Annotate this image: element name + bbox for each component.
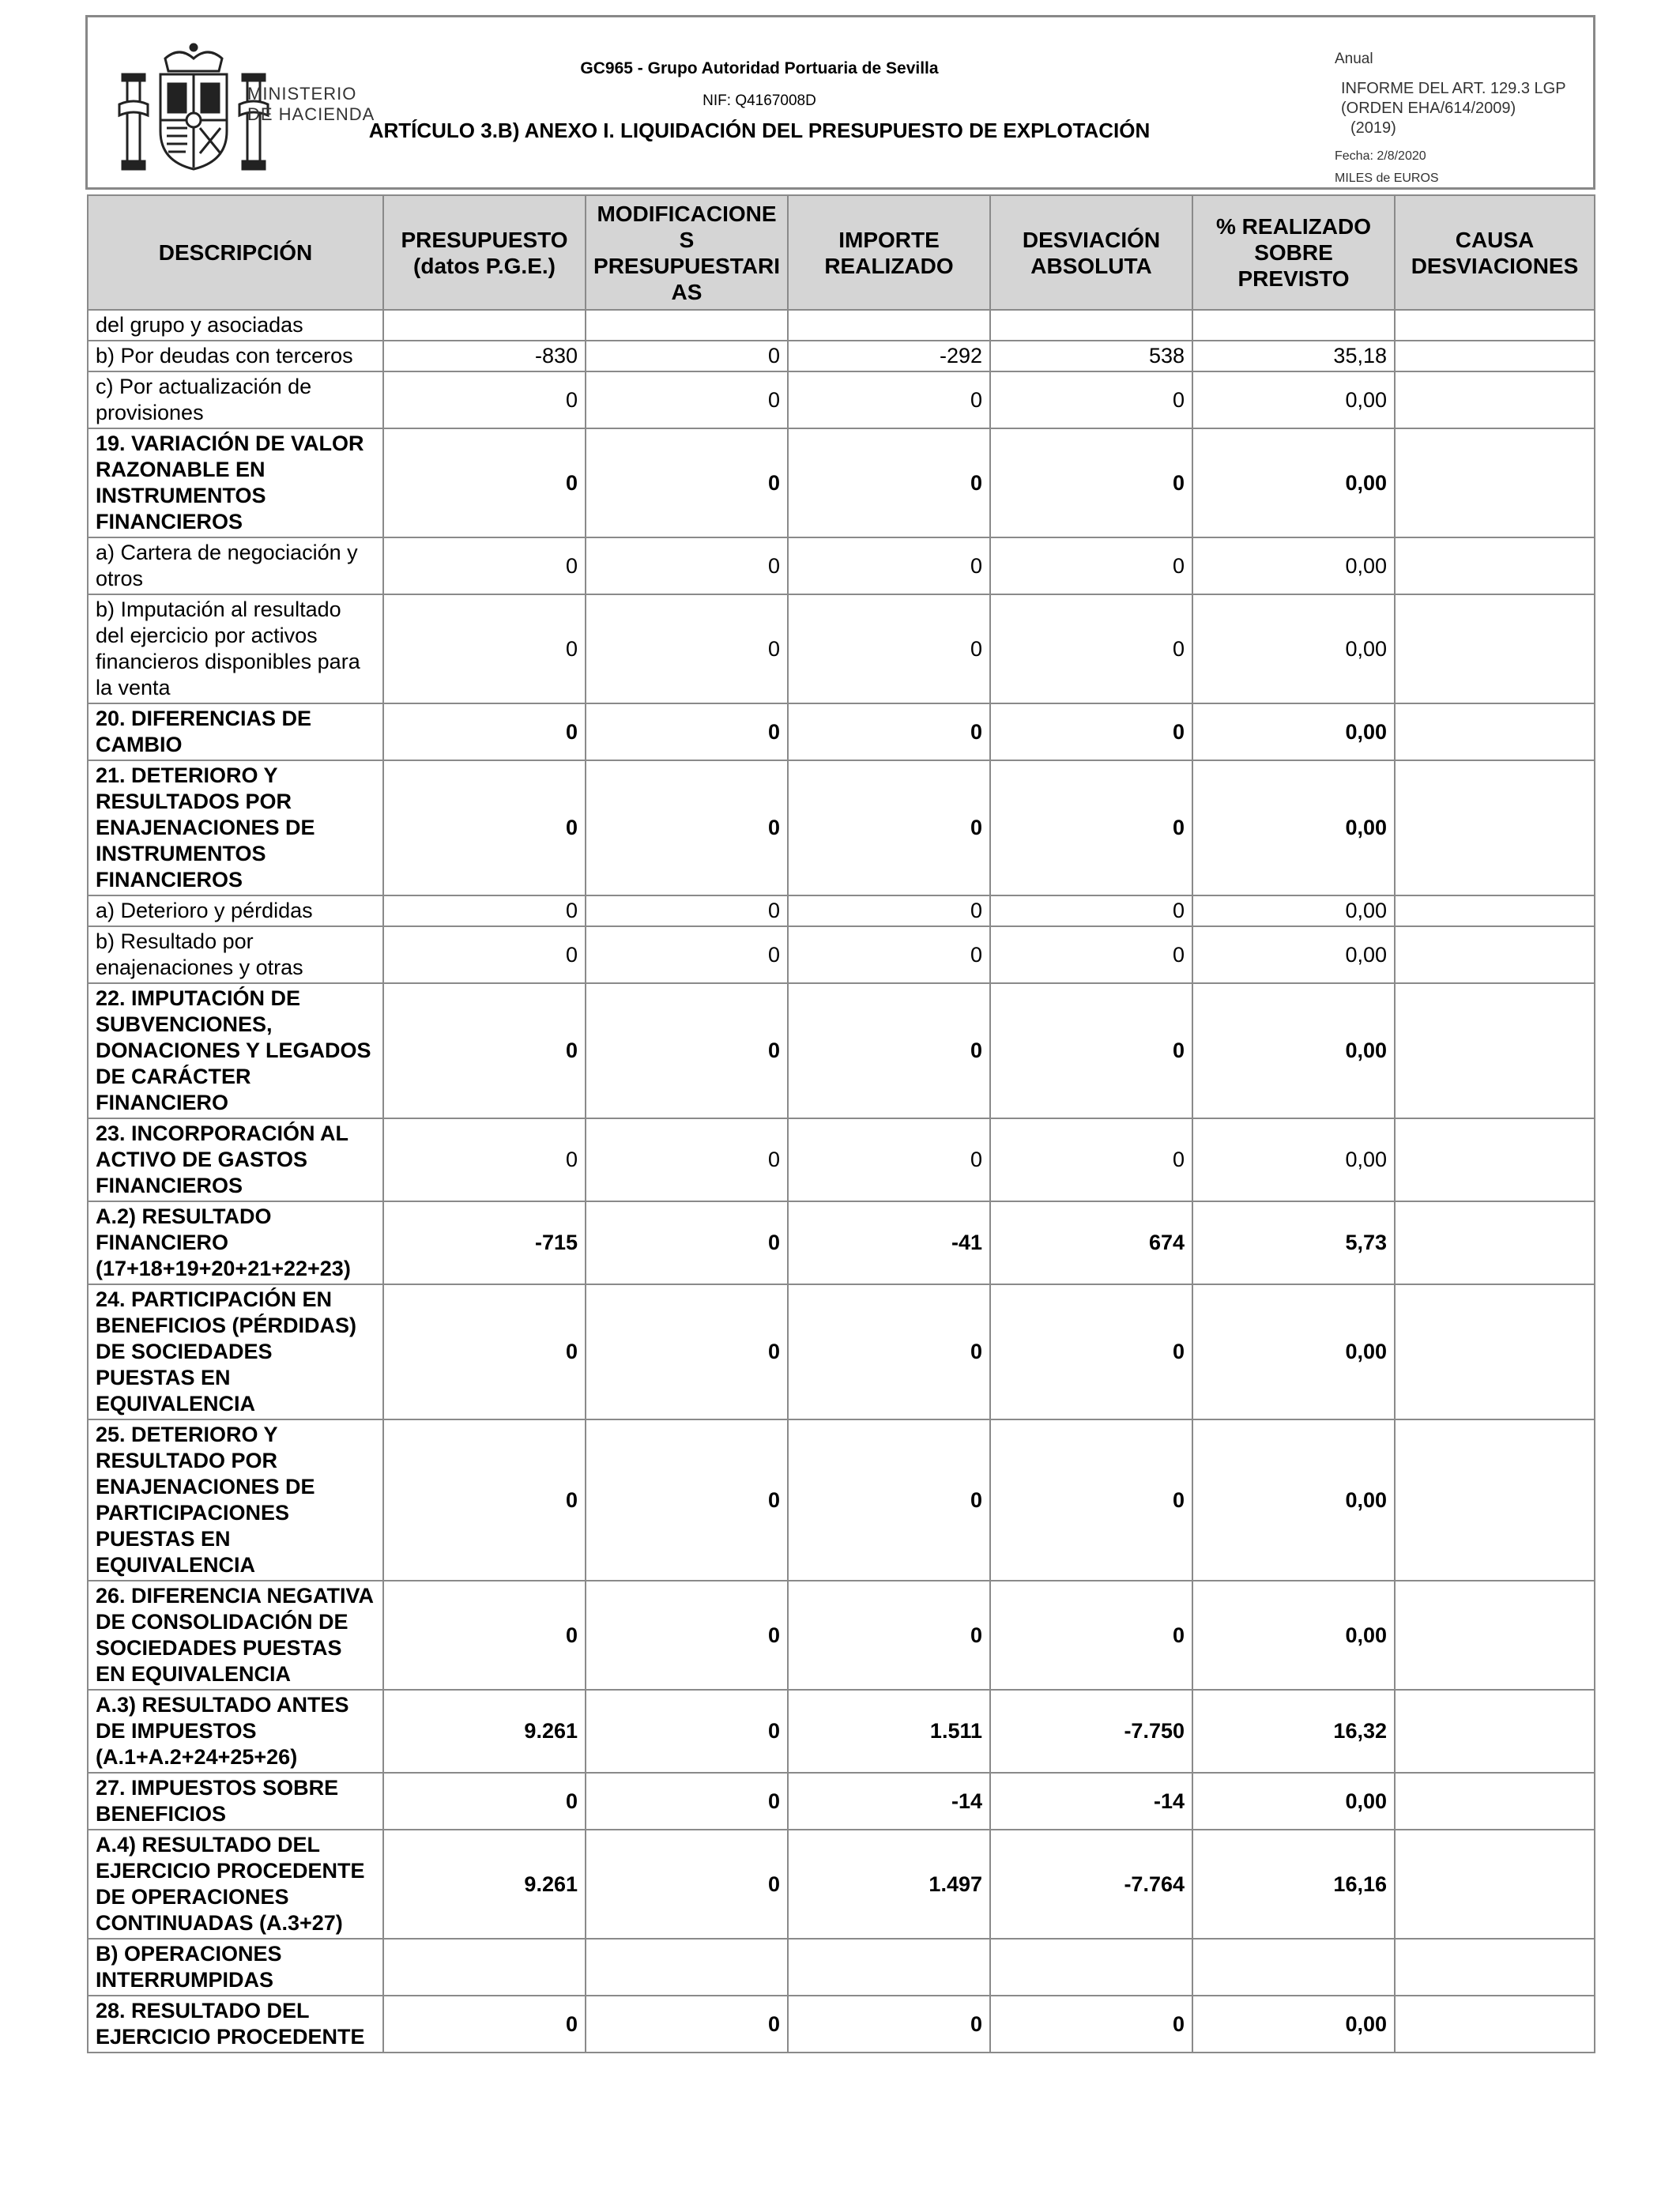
table-row: [88, 1419, 1595, 1581]
cell-importe: 0: [788, 1284, 990, 1419]
table-row: [88, 1118, 1595, 1201]
row-description: 25. DETERIORO Y RESULTADO POR ENAJENACIONES DE PARTICIPACIONES PUESTAS EN EQUIVALENCIA: [88, 1419, 383, 1581]
cell-realizado: 0,00: [1192, 1996, 1395, 2053]
cell-importe: 0: [788, 428, 990, 537]
column-header-modificaciones: MODIFICACIONE S PRESUPUESTARI AS: [586, 195, 788, 310]
cell-modificaciones: 0: [586, 1201, 788, 1284]
report-reference: [1341, 79, 1566, 138]
cell-desviacion: 0: [990, 926, 1192, 983]
article-title: ARTÍCULO 3.B) ANEXO I. LIQUIDACIÓN DEL PRESUPUESTO DE EXPLOTACIÓN: [368, 119, 1151, 142]
cell-modificaciones: 0: [586, 594, 788, 703]
column-header-presupuesto: PRESUPUESTO (datos P.G.E.): [383, 195, 586, 310]
cell-modificaciones: 0: [586, 341, 788, 371]
cell-importe: -292: [788, 341, 990, 371]
cell-importe: 0: [788, 1118, 990, 1201]
row-description: del grupo y asociadas: [88, 310, 383, 341]
cell-realizado: 0,00: [1192, 1118, 1395, 1201]
cell-presupuesto: 0: [383, 760, 586, 895]
cell-causa: [1395, 1939, 1595, 1996]
table-row: [88, 310, 1595, 341]
cell-causa: [1395, 983, 1595, 1118]
cell-realizado: 0,00: [1192, 1773, 1395, 1830]
cell-causa: [1395, 1118, 1595, 1201]
cell-causa: [1395, 1690, 1595, 1773]
row-description: c) Por actualización de provisiones: [88, 371, 383, 428]
cell-desviacion: 0: [990, 703, 1192, 760]
cell-causa: [1395, 760, 1595, 895]
cell-desviacion: -7.750: [990, 1690, 1192, 1773]
report-date: Fecha: 2/8/2020: [1335, 149, 1426, 163]
cell-realizado: 0,00: [1192, 703, 1395, 760]
row-description: 22. IMPUTACIÓN DE SUBVENCIONES, DONACIONES Y LEGADOS DE CARÁCTER FINANCIERO: [88, 983, 383, 1118]
row-description: 24. PARTICIPACIÓN EN BENEFICIOS (PÉRDIDAS) DE SOCIEDADES PUESTAS EN EQUIVALENCIA: [88, 1284, 383, 1419]
cell-desviacion: 0: [990, 1419, 1192, 1581]
cell-modificaciones: 0: [586, 1996, 788, 2053]
cell-modificaciones: [586, 1939, 788, 1996]
cell-presupuesto: [383, 1939, 586, 1996]
ministry-line-1: MINISTERIO: [247, 84, 357, 104]
cell-modificaciones: 0: [586, 1118, 788, 1201]
cell-presupuesto: 0: [383, 1118, 586, 1201]
cell-importe: 0: [788, 760, 990, 895]
cell-importe: 0: [788, 537, 990, 594]
report-header: [85, 15, 1595, 190]
cell-presupuesto: 0: [383, 371, 586, 428]
report-ref-line-3: (2019): [1350, 119, 1396, 137]
nif-label: NIF: Q4167008D: [703, 92, 816, 109]
row-description: 19. VARIACIÓN DE VALOR RAZONABLE EN INSTRUMENTOS FINANCIEROS: [88, 428, 383, 537]
cell-presupuesto: 0: [383, 895, 586, 926]
cell-modificaciones: 0: [586, 1419, 788, 1581]
row-description: 26. DIFERENCIA NEGATIVA DE CONSOLIDACIÓN DE SOCIEDADES PUESTAS EN EQUIVALENCIA: [88, 1581, 383, 1690]
group-title: GC965 - Grupo Autoridad Portuaria de Sevilla: [580, 59, 939, 77]
cell-presupuesto: 0: [383, 1581, 586, 1690]
column-header-descripcion: DESCRIPCIÓN: [88, 195, 383, 310]
cell-realizado: 16,32: [1192, 1690, 1395, 1773]
cell-importe: 1.511: [788, 1690, 990, 1773]
cell-presupuesto: 0: [383, 1996, 586, 2053]
cell-desviacion: 0: [990, 760, 1192, 895]
cell-realizado: 0,00: [1192, 926, 1395, 983]
table-row: [88, 926, 1595, 983]
cell-desviacion: 0: [990, 1996, 1192, 2053]
cell-causa: [1395, 428, 1595, 537]
column-header-causa: CAUSA DESVIACIONES: [1395, 195, 1595, 310]
row-description: A.2) RESULTADO FINANCIERO (17+18+19+20+21+22+23): [88, 1201, 383, 1284]
row-description: 27. IMPUESTOS SOBRE BENEFICIOS: [88, 1773, 383, 1830]
cell-realizado: 0,00: [1192, 594, 1395, 703]
table-row: [88, 1201, 1595, 1284]
cell-causa: [1395, 1419, 1595, 1581]
cell-presupuesto: -715: [383, 1201, 586, 1284]
table-row: [88, 1830, 1595, 1939]
cell-causa: [1395, 341, 1595, 371]
row-description: A.3) RESULTADO ANTES DE IMPUESTOS (A.1+A.2+24+25+26): [88, 1690, 383, 1773]
cell-desviacion: [990, 1939, 1192, 1996]
row-description: B) OPERACIONES INTERRUMPIDAS: [88, 1939, 383, 1996]
cell-desviacion: 0: [990, 895, 1192, 926]
cell-modificaciones: 0: [586, 983, 788, 1118]
budget-liquidation-table: [87, 194, 1595, 2053]
cell-realizado: [1192, 310, 1395, 341]
cell-presupuesto: 0: [383, 926, 586, 983]
cell-presupuesto: 0: [383, 1419, 586, 1581]
table-row: [88, 1690, 1595, 1773]
cell-realizado: 0,00: [1192, 537, 1395, 594]
cell-modificaciones: 0: [586, 760, 788, 895]
cell-importe: 0: [788, 1996, 990, 2053]
cell-modificaciones: 0: [586, 1284, 788, 1419]
table-row: [88, 703, 1595, 760]
cell-causa: [1395, 703, 1595, 760]
cell-causa: [1395, 1201, 1595, 1284]
units-label: MILES de EUROS: [1335, 172, 1439, 185]
cell-importe: [788, 1939, 990, 1996]
report-ref-line-1: INFORME DEL ART. 129.3 LGP: [1341, 80, 1566, 97]
cell-causa: [1395, 371, 1595, 428]
cell-desviacion: -14: [990, 1773, 1192, 1830]
cell-desviacion: 0: [990, 428, 1192, 537]
table-row: [88, 537, 1595, 594]
table-row: [88, 371, 1595, 428]
table-row: [88, 1996, 1595, 2053]
cell-realizado: 0,00: [1192, 428, 1395, 537]
cell-modificaciones: 0: [586, 1690, 788, 1773]
cell-modificaciones: 0: [586, 703, 788, 760]
cell-realizado: 16,16: [1192, 1830, 1395, 1939]
cell-realizado: 0,00: [1192, 371, 1395, 428]
cell-desviacion: 0: [990, 1581, 1192, 1690]
column-header-realizado: % REALIZADO SOBRE PREVISTO: [1192, 195, 1395, 310]
table-row: [88, 1581, 1595, 1690]
row-description: a) Deterioro y pérdidas: [88, 895, 383, 926]
cell-modificaciones: 0: [586, 1773, 788, 1830]
cell-desviacion: 674: [990, 1201, 1192, 1284]
cell-modificaciones: 0: [586, 371, 788, 428]
row-description: 23. INCORPORACIÓN AL ACTIVO DE GASTOS FINANCIEROS: [88, 1118, 383, 1201]
cell-modificaciones: 0: [586, 926, 788, 983]
row-description: A.4) RESULTADO DEL EJERCICIO PROCEDENTE DE OPERACIONES CONTINUADAS (A.3+27): [88, 1830, 383, 1939]
cell-presupuesto: 0: [383, 428, 586, 537]
cell-causa: [1395, 1830, 1595, 1939]
ministry-line-2: DE HACIENDA: [247, 104, 375, 124]
cell-desviacion: -7.764: [990, 1830, 1192, 1939]
table-body: [88, 310, 1595, 2053]
cell-importe: 0: [788, 371, 990, 428]
cell-desviacion: 538: [990, 341, 1192, 371]
cell-modificaciones: 0: [586, 537, 788, 594]
row-description: 21. DETERIORO Y RESULTADOS POR ENAJENACIONES DE INSTRUMENTOS FINANCIEROS: [88, 760, 383, 895]
cell-desviacion: 0: [990, 1284, 1192, 1419]
cell-modificaciones: 0: [586, 895, 788, 926]
cell-modificaciones: 0: [586, 1581, 788, 1690]
cell-importe: 0: [788, 703, 990, 760]
cell-causa: [1395, 926, 1595, 983]
cell-presupuesto: 0: [383, 703, 586, 760]
cell-importe: 0: [788, 895, 990, 926]
cell-desviacion: 0: [990, 371, 1192, 428]
cell-presupuesto: [383, 310, 586, 341]
period-label: Anual: [1335, 51, 1373, 67]
cell-presupuesto: 9.261: [383, 1830, 586, 1939]
cell-realizado: 0,00: [1192, 760, 1395, 895]
row-description: a) Cartera de negociación y otros: [88, 537, 383, 594]
cell-desviacion: 0: [990, 983, 1192, 1118]
cell-causa: [1395, 310, 1595, 341]
cell-importe: 1.497: [788, 1830, 990, 1939]
row-description: b) Imputación al resultado del ejercicio por activos financieros disponibles para la venta: [88, 594, 383, 703]
cell-presupuesto: 9.261: [383, 1690, 586, 1773]
column-header-importe: IMPORTE REALIZADO: [788, 195, 990, 310]
cell-causa: [1395, 1581, 1595, 1690]
cell-desviacion: 0: [990, 537, 1192, 594]
cell-causa: [1395, 1284, 1595, 1419]
cell-importe: 0: [788, 1419, 990, 1581]
cell-causa: [1395, 537, 1595, 594]
cell-causa: [1395, 594, 1595, 703]
cell-presupuesto: 0: [383, 1284, 586, 1419]
row-description: 20. DIFERENCIAS DE CAMBIO: [88, 703, 383, 760]
cell-modificaciones: [586, 310, 788, 341]
cell-realizado: 5,73: [1192, 1201, 1395, 1284]
cell-importe: [788, 310, 990, 341]
cell-presupuesto: 0: [383, 1773, 586, 1830]
cell-importe: 0: [788, 983, 990, 1118]
row-description: b) Por deudas con terceros: [88, 341, 383, 371]
table-row: [88, 428, 1595, 537]
cell-realizado: [1192, 1939, 1395, 1996]
cell-causa: [1395, 895, 1595, 926]
cell-realizado: 0,00: [1192, 983, 1395, 1118]
cell-importe: 0: [788, 1581, 990, 1690]
cell-importe: 0: [788, 926, 990, 983]
table-row: [88, 1939, 1595, 1996]
cell-realizado: 0,00: [1192, 1419, 1395, 1581]
cell-realizado: 0,00: [1192, 895, 1395, 926]
cell-causa: [1395, 1996, 1595, 2053]
cell-presupuesto: 0: [383, 537, 586, 594]
cell-presupuesto: 0: [383, 594, 586, 703]
cell-importe: -14: [788, 1773, 990, 1830]
cell-modificaciones: 0: [586, 1830, 788, 1939]
table-row: [88, 983, 1595, 1118]
table-row: [88, 895, 1595, 926]
cell-presupuesto: 0: [383, 983, 586, 1118]
table-row: [88, 594, 1595, 703]
report-ref-line-2: (ORDEN EHA/614/2009): [1341, 100, 1516, 117]
table-row: [88, 1773, 1595, 1830]
row-description: b) Resultado por enajenaciones y otras: [88, 926, 383, 983]
cell-modificaciones: 0: [586, 428, 788, 537]
row-description: 28. RESULTADO DEL EJERCICIO PROCEDENTE: [88, 1996, 383, 2053]
table-row: [88, 760, 1595, 895]
cell-desviacion: [990, 310, 1192, 341]
cell-importe: -41: [788, 1201, 990, 1284]
cell-desviacion: 0: [990, 594, 1192, 703]
table-header-row: [88, 195, 1595, 310]
cell-desviacion: 0: [990, 1118, 1192, 1201]
column-header-desviacion: DESVIACIÓN ABSOLUTA: [990, 195, 1192, 310]
cell-realizado: 0,00: [1192, 1581, 1395, 1690]
cell-causa: [1395, 1773, 1595, 1830]
cell-importe: 0: [788, 594, 990, 703]
table-row: [88, 341, 1595, 371]
cell-realizado: 35,18: [1192, 341, 1395, 371]
cell-realizado: 0,00: [1192, 1284, 1395, 1419]
table-row: [88, 1284, 1595, 1419]
cell-presupuesto: -830: [383, 341, 586, 371]
